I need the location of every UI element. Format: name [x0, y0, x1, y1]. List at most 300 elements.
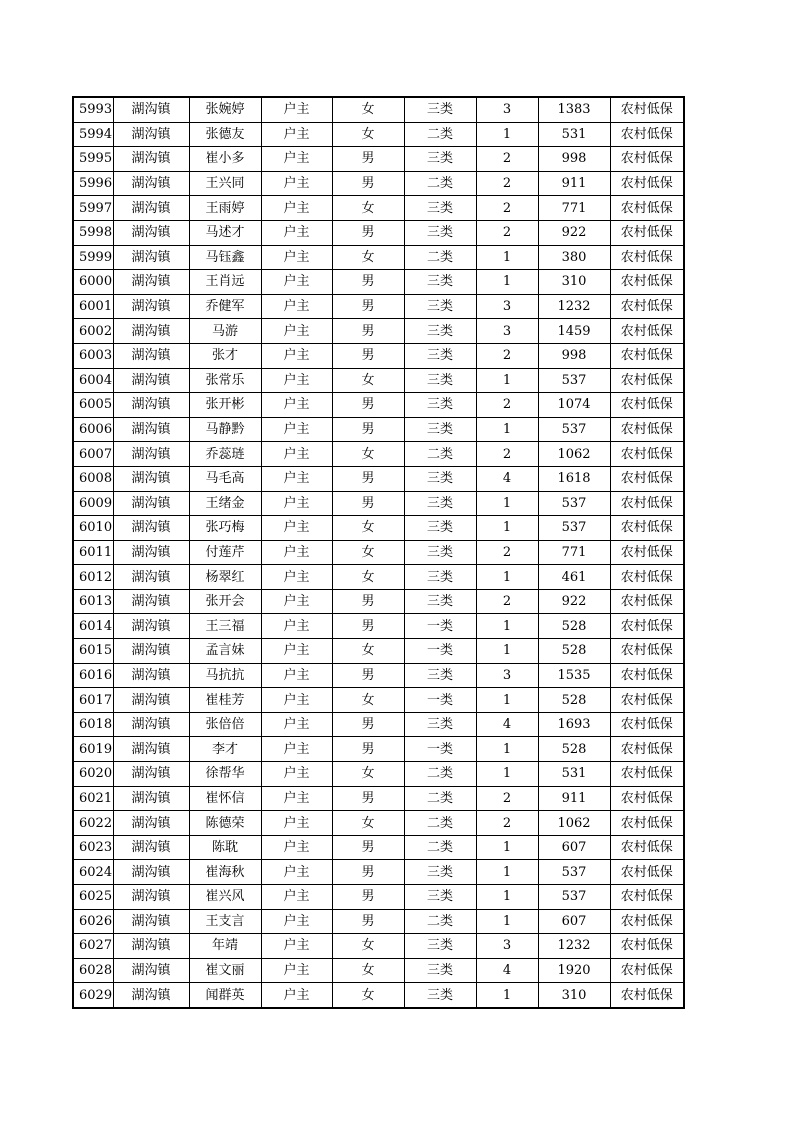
- name-cell: 崔海秋: [189, 860, 261, 885]
- category-cell: 三类: [404, 270, 476, 295]
- relation-cell: 户主: [261, 147, 332, 172]
- town-cell: 湖沟镇: [113, 319, 189, 344]
- household-size-cell: 3: [476, 319, 538, 344]
- relation-cell: 户主: [261, 639, 332, 664]
- name-cell: 张倍倍: [189, 712, 261, 737]
- town-cell: 湖沟镇: [113, 565, 189, 590]
- household-size-cell: 2: [476, 442, 538, 467]
- program-cell: 农村低保: [610, 516, 684, 541]
- household-size-cell: 1: [476, 270, 538, 295]
- town-cell: 湖沟镇: [113, 466, 189, 491]
- category-cell: 三类: [404, 393, 476, 418]
- amount-cell: 380: [538, 245, 610, 270]
- name-cell: 马静黔: [189, 417, 261, 442]
- amount-cell: 461: [538, 565, 610, 590]
- table-row: [73, 343, 684, 368]
- row-number-cell: 6014: [73, 614, 113, 639]
- household-size-cell: 2: [476, 220, 538, 245]
- household-size-cell: 1: [476, 614, 538, 639]
- row-number-cell: 6003: [73, 343, 113, 368]
- gender-cell: 男: [332, 737, 404, 762]
- amount-cell: 537: [538, 516, 610, 541]
- relation-cell: 户主: [261, 516, 332, 541]
- relation-cell: 户主: [261, 934, 332, 959]
- row-number-cell: 6009: [73, 491, 113, 516]
- category-cell: 三类: [404, 934, 476, 959]
- row-number-cell: 5997: [73, 196, 113, 221]
- program-cell: 农村低保: [610, 417, 684, 442]
- relation-cell: 户主: [261, 565, 332, 590]
- amount-cell: 998: [538, 343, 610, 368]
- category-cell: 三类: [404, 983, 476, 1008]
- table-row: [73, 417, 684, 442]
- program-cell: 农村低保: [610, 835, 684, 860]
- relation-cell: 户主: [261, 417, 332, 442]
- table-row: [73, 614, 684, 639]
- program-cell: 农村低保: [610, 245, 684, 270]
- row-number-cell: 5995: [73, 147, 113, 172]
- name-cell: 付莲芹: [189, 540, 261, 565]
- row-number-cell: 6020: [73, 762, 113, 787]
- table-row: [73, 762, 684, 787]
- town-cell: 湖沟镇: [113, 171, 189, 196]
- gender-cell: 女: [332, 540, 404, 565]
- relation-cell: 户主: [261, 319, 332, 344]
- row-number-cell: 6004: [73, 368, 113, 393]
- gender-cell: 男: [332, 319, 404, 344]
- amount-cell: 1618: [538, 466, 610, 491]
- category-cell: 三类: [404, 516, 476, 541]
- amount-cell: 537: [538, 885, 610, 910]
- name-cell: 马抗抗: [189, 663, 261, 688]
- gender-cell: 女: [332, 811, 404, 836]
- relation-cell: 户主: [261, 220, 332, 245]
- household-size-cell: 1: [476, 516, 538, 541]
- town-cell: 湖沟镇: [113, 442, 189, 467]
- table-row: [73, 835, 684, 860]
- name-cell: 杨翠红: [189, 565, 261, 590]
- table-row: [73, 97, 684, 122]
- table-row: [73, 540, 684, 565]
- gender-cell: 男: [332, 614, 404, 639]
- table-row: [73, 712, 684, 737]
- name-cell: 孟言妹: [189, 639, 261, 664]
- table-row: [73, 589, 684, 614]
- town-cell: 湖沟镇: [113, 958, 189, 983]
- row-number-cell: 6002: [73, 319, 113, 344]
- program-cell: 农村低保: [610, 909, 684, 934]
- program-cell: 农村低保: [610, 762, 684, 787]
- name-cell: 崔桂芳: [189, 688, 261, 713]
- table-row: [73, 442, 684, 467]
- town-cell: 湖沟镇: [113, 245, 189, 270]
- relation-cell: 户主: [261, 393, 332, 418]
- amount-cell: 1920: [538, 958, 610, 983]
- household-size-cell: 1: [476, 762, 538, 787]
- row-number-cell: 6028: [73, 958, 113, 983]
- table-row: [73, 245, 684, 270]
- relation-cell: 户主: [261, 614, 332, 639]
- row-number-cell: 6025: [73, 885, 113, 910]
- relation-cell: 户主: [261, 958, 332, 983]
- row-number-cell: 6023: [73, 835, 113, 860]
- amount-cell: 528: [538, 614, 610, 639]
- household-size-cell: 1: [476, 245, 538, 270]
- town-cell: 湖沟镇: [113, 639, 189, 664]
- table-row: [73, 565, 684, 590]
- household-size-cell: 4: [476, 958, 538, 983]
- gender-cell: 男: [332, 466, 404, 491]
- row-number-cell: 6001: [73, 294, 113, 319]
- name-cell: 张才: [189, 343, 261, 368]
- name-cell: 崔怀信: [189, 786, 261, 811]
- amount-cell: 998: [538, 147, 610, 172]
- household-size-cell: 2: [476, 196, 538, 221]
- gender-cell: 女: [332, 122, 404, 147]
- program-cell: 农村低保: [610, 639, 684, 664]
- household-size-cell: 3: [476, 294, 538, 319]
- household-size-cell: 1: [476, 417, 538, 442]
- household-size-cell: 1: [476, 909, 538, 934]
- row-number-cell: 6011: [73, 540, 113, 565]
- category-cell: 二类: [404, 245, 476, 270]
- household-size-cell: 1: [476, 983, 538, 1008]
- category-cell: 二类: [404, 811, 476, 836]
- category-cell: 三类: [404, 368, 476, 393]
- relation-cell: 户主: [261, 442, 332, 467]
- amount-cell: 537: [538, 368, 610, 393]
- name-cell: 陈德荣: [189, 811, 261, 836]
- row-number-cell: 6021: [73, 786, 113, 811]
- household-size-cell: 1: [476, 885, 538, 910]
- program-cell: 农村低保: [610, 491, 684, 516]
- table-row: [73, 737, 684, 762]
- table-row: [73, 319, 684, 344]
- town-cell: 湖沟镇: [113, 196, 189, 221]
- household-size-cell: 1: [476, 737, 538, 762]
- name-cell: 王肖远: [189, 270, 261, 295]
- town-cell: 湖沟镇: [113, 491, 189, 516]
- relation-cell: 户主: [261, 811, 332, 836]
- amount-cell: 1693: [538, 712, 610, 737]
- amount-cell: 1232: [538, 294, 610, 319]
- gender-cell: 男: [332, 393, 404, 418]
- name-cell: 张巧梅: [189, 516, 261, 541]
- household-size-cell: 4: [476, 466, 538, 491]
- town-cell: 湖沟镇: [113, 712, 189, 737]
- town-cell: 湖沟镇: [113, 983, 189, 1008]
- table-row: [73, 688, 684, 713]
- program-cell: 农村低保: [610, 466, 684, 491]
- amount-cell: 922: [538, 220, 610, 245]
- name-cell: 王支言: [189, 909, 261, 934]
- category-cell: 三类: [404, 220, 476, 245]
- relation-cell: 户主: [261, 909, 332, 934]
- table-row: [73, 663, 684, 688]
- data-table: [72, 96, 685, 1009]
- table-row: [73, 220, 684, 245]
- category-cell: 三类: [404, 147, 476, 172]
- table-row: [73, 491, 684, 516]
- gender-cell: 男: [332, 860, 404, 885]
- amount-cell: 922: [538, 589, 610, 614]
- amount-cell: 531: [538, 762, 610, 787]
- town-cell: 湖沟镇: [113, 762, 189, 787]
- gender-cell: 女: [332, 368, 404, 393]
- household-size-cell: 3: [476, 934, 538, 959]
- row-number-cell: 6000: [73, 270, 113, 295]
- category-cell: 三类: [404, 294, 476, 319]
- household-size-cell: 2: [476, 786, 538, 811]
- town-cell: 湖沟镇: [113, 885, 189, 910]
- gender-cell: 女: [332, 639, 404, 664]
- program-cell: 农村低保: [610, 737, 684, 762]
- name-cell: 闻群英: [189, 983, 261, 1008]
- gender-cell: 男: [332, 909, 404, 934]
- category-cell: 三类: [404, 663, 476, 688]
- program-cell: 农村低保: [610, 442, 684, 467]
- town-cell: 湖沟镇: [113, 614, 189, 639]
- relation-cell: 户主: [261, 589, 332, 614]
- category-cell: 三类: [404, 491, 476, 516]
- gender-cell: 男: [332, 712, 404, 737]
- relation-cell: 户主: [261, 983, 332, 1008]
- amount-cell: 607: [538, 909, 610, 934]
- household-size-cell: 4: [476, 712, 538, 737]
- row-number-cell: 6029: [73, 983, 113, 1008]
- category-cell: 二类: [404, 171, 476, 196]
- relation-cell: 户主: [261, 762, 332, 787]
- row-number-cell: 6015: [73, 639, 113, 664]
- gender-cell: 男: [332, 835, 404, 860]
- table-row: [73, 909, 684, 934]
- program-cell: 农村低保: [610, 860, 684, 885]
- table-row: [73, 811, 684, 836]
- name-cell: 乔蕊琏: [189, 442, 261, 467]
- town-cell: 湖沟镇: [113, 811, 189, 836]
- name-cell: 陈耽: [189, 835, 261, 860]
- program-cell: 农村低保: [610, 589, 684, 614]
- program-cell: 农村低保: [610, 983, 684, 1008]
- relation-cell: 户主: [261, 737, 332, 762]
- program-cell: 农村低保: [610, 614, 684, 639]
- program-cell: 农村低保: [610, 368, 684, 393]
- relation-cell: 户主: [261, 368, 332, 393]
- gender-cell: 女: [332, 762, 404, 787]
- relation-cell: 户主: [261, 835, 332, 860]
- amount-cell: 911: [538, 786, 610, 811]
- amount-cell: 607: [538, 835, 610, 860]
- category-cell: 三类: [404, 589, 476, 614]
- table-row: [73, 885, 684, 910]
- program-cell: 农村低保: [610, 565, 684, 590]
- row-number-cell: 6008: [73, 466, 113, 491]
- relation-cell: 户主: [261, 97, 332, 122]
- gender-cell: 男: [332, 589, 404, 614]
- row-number-cell: 6019: [73, 737, 113, 762]
- relation-cell: 户主: [261, 122, 332, 147]
- town-cell: 湖沟镇: [113, 270, 189, 295]
- town-cell: 湖沟镇: [113, 294, 189, 319]
- household-size-cell: 2: [476, 171, 538, 196]
- town-cell: 湖沟镇: [113, 835, 189, 860]
- household-size-cell: 2: [476, 540, 538, 565]
- row-number-cell: 5994: [73, 122, 113, 147]
- program-cell: 农村低保: [610, 934, 684, 959]
- gender-cell: 女: [332, 934, 404, 959]
- household-size-cell: 1: [476, 835, 538, 860]
- town-cell: 湖沟镇: [113, 97, 189, 122]
- household-size-cell: 3: [476, 97, 538, 122]
- name-cell: 崔兴风: [189, 885, 261, 910]
- amount-cell: 537: [538, 491, 610, 516]
- town-cell: 湖沟镇: [113, 663, 189, 688]
- category-cell: 一类: [404, 737, 476, 762]
- relation-cell: 户主: [261, 171, 332, 196]
- program-cell: 农村低保: [610, 220, 684, 245]
- program-cell: 农村低保: [610, 97, 684, 122]
- relation-cell: 户主: [261, 294, 332, 319]
- town-cell: 湖沟镇: [113, 860, 189, 885]
- program-cell: 农村低保: [610, 393, 684, 418]
- household-size-cell: 1: [476, 860, 538, 885]
- category-cell: 二类: [404, 835, 476, 860]
- name-cell: 李才: [189, 737, 261, 762]
- relation-cell: 户主: [261, 196, 332, 221]
- amount-cell: 528: [538, 639, 610, 664]
- row-number-cell: 6016: [73, 663, 113, 688]
- town-cell: 湖沟镇: [113, 786, 189, 811]
- category-cell: 三类: [404, 343, 476, 368]
- category-cell: 一类: [404, 614, 476, 639]
- relation-cell: 户主: [261, 466, 332, 491]
- amount-cell: 528: [538, 688, 610, 713]
- household-size-cell: 2: [476, 147, 538, 172]
- category-cell: 一类: [404, 639, 476, 664]
- town-cell: 湖沟镇: [113, 147, 189, 172]
- relation-cell: 户主: [261, 343, 332, 368]
- name-cell: 王三福: [189, 614, 261, 639]
- table-row: [73, 368, 684, 393]
- name-cell: 乔健军: [189, 294, 261, 319]
- amount-cell: 1459: [538, 319, 610, 344]
- row-number-cell: 6024: [73, 860, 113, 885]
- name-cell: 王雨婷: [189, 196, 261, 221]
- gender-cell: 男: [332, 147, 404, 172]
- table-row: [73, 122, 684, 147]
- gender-cell: 女: [332, 983, 404, 1008]
- row-number-cell: 6006: [73, 417, 113, 442]
- name-cell: 张德友: [189, 122, 261, 147]
- relation-cell: 户主: [261, 663, 332, 688]
- town-cell: 湖沟镇: [113, 368, 189, 393]
- program-cell: 农村低保: [610, 147, 684, 172]
- amount-cell: 528: [538, 737, 610, 762]
- row-number-cell: 6027: [73, 934, 113, 959]
- row-number-cell: 6013: [73, 589, 113, 614]
- gender-cell: 男: [332, 270, 404, 295]
- name-cell: 张开会: [189, 589, 261, 614]
- gender-cell: 女: [332, 958, 404, 983]
- household-size-cell: 2: [476, 343, 538, 368]
- name-cell: 张开彬: [189, 393, 261, 418]
- amount-cell: 310: [538, 270, 610, 295]
- town-cell: 湖沟镇: [113, 122, 189, 147]
- category-cell: 三类: [404, 97, 476, 122]
- category-cell: 三类: [404, 885, 476, 910]
- program-cell: 农村低保: [610, 663, 684, 688]
- category-cell: 三类: [404, 860, 476, 885]
- program-cell: 农村低保: [610, 958, 684, 983]
- name-cell: 马毛高: [189, 466, 261, 491]
- program-cell: 农村低保: [610, 343, 684, 368]
- gender-cell: 女: [332, 196, 404, 221]
- row-number-cell: 5993: [73, 97, 113, 122]
- gender-cell: 男: [332, 885, 404, 910]
- relation-cell: 户主: [261, 860, 332, 885]
- relation-cell: 户主: [261, 540, 332, 565]
- household-size-cell: 2: [476, 811, 538, 836]
- category-cell: 三类: [404, 319, 476, 344]
- row-number-cell: 6018: [73, 712, 113, 737]
- row-number-cell: 6012: [73, 565, 113, 590]
- table-row: [73, 639, 684, 664]
- table-body: [73, 97, 684, 1008]
- gender-cell: 女: [332, 565, 404, 590]
- table-row: [73, 270, 684, 295]
- row-number-cell: 6017: [73, 688, 113, 713]
- relation-cell: 户主: [261, 245, 332, 270]
- category-cell: 二类: [404, 442, 476, 467]
- row-number-cell: 6026: [73, 909, 113, 934]
- table-row: [73, 466, 684, 491]
- household-size-cell: 1: [476, 368, 538, 393]
- town-cell: 湖沟镇: [113, 343, 189, 368]
- program-cell: 农村低保: [610, 712, 684, 737]
- table-row: [73, 958, 684, 983]
- category-cell: 三类: [404, 196, 476, 221]
- row-number-cell: 6022: [73, 811, 113, 836]
- table-row: [73, 196, 684, 221]
- category-cell: 二类: [404, 122, 476, 147]
- gender-cell: 男: [332, 491, 404, 516]
- relation-cell: 户主: [261, 885, 332, 910]
- gender-cell: 女: [332, 688, 404, 713]
- relation-cell: 户主: [261, 786, 332, 811]
- name-cell: 王绪金: [189, 491, 261, 516]
- relation-cell: 户主: [261, 688, 332, 713]
- amount-cell: 531: [538, 122, 610, 147]
- name-cell: 年靖: [189, 934, 261, 959]
- program-cell: 农村低保: [610, 319, 684, 344]
- row-number-cell: 5996: [73, 171, 113, 196]
- amount-cell: 911: [538, 171, 610, 196]
- town-cell: 湖沟镇: [113, 220, 189, 245]
- town-cell: 湖沟镇: [113, 417, 189, 442]
- gender-cell: 女: [332, 516, 404, 541]
- table-row: [73, 786, 684, 811]
- name-cell: 张常乐: [189, 368, 261, 393]
- household-size-cell: 1: [476, 122, 538, 147]
- household-size-cell: 1: [476, 688, 538, 713]
- program-cell: 农村低保: [610, 122, 684, 147]
- category-cell: 二类: [404, 909, 476, 934]
- program-cell: 农村低保: [610, 171, 684, 196]
- gender-cell: 男: [332, 417, 404, 442]
- gender-cell: 男: [332, 220, 404, 245]
- table-row: [73, 393, 684, 418]
- table-row: [73, 516, 684, 541]
